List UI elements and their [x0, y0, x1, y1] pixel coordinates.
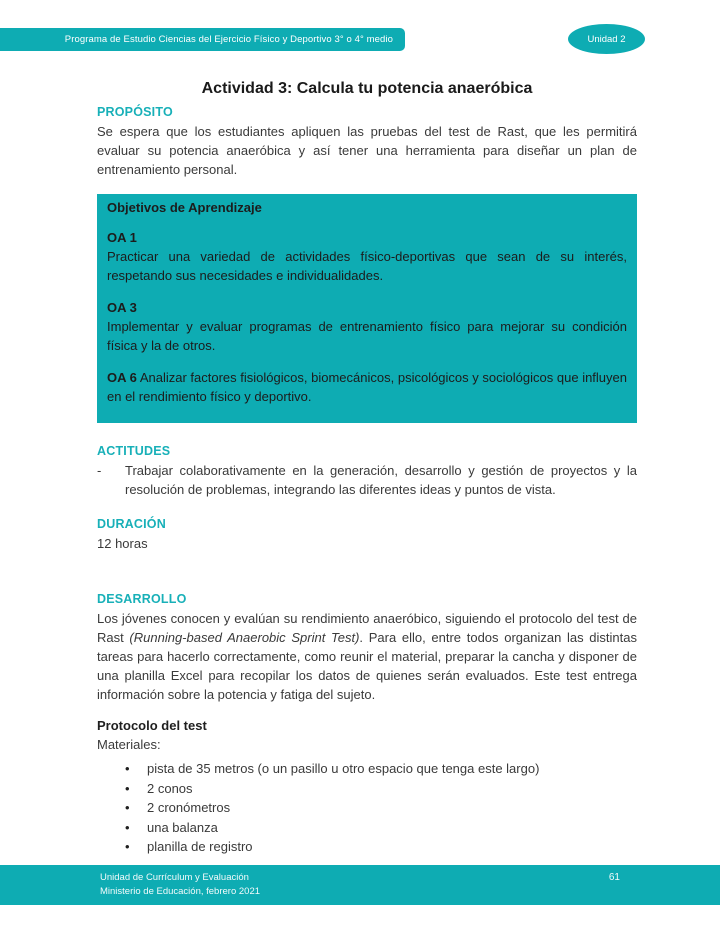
unit-badge-label: Unidad 2 [587, 33, 626, 45]
footer-credits [100, 871, 260, 899]
oa6-paragraph [107, 368, 627, 406]
oa3-label: OA 3 [107, 300, 137, 315]
section-proposito [97, 105, 637, 179]
material-item: • pista de 35 metros (o un pasillo u otro espacio que tenga este largo) [125, 759, 637, 779]
desarrollo-italic-term: (Running-based Anaerobic Sprint Test) [129, 630, 360, 645]
material-item: • 2 cronómetros [125, 798, 637, 818]
page-number: 61 [608, 872, 620, 883]
oa6-label: OA 6 [107, 370, 137, 385]
actitudes-item [97, 461, 637, 499]
desarrollo-body-start: Los jóvenes conocen y evalúan su rendimiento anaeróbico, siguiendo el protocolo del test de Rast [97, 611, 637, 645]
proposito-body: Se espera que los estudiantes apliquen las pruebas del test de Rast, que les permitirá evaluar su potencia anaeróbica y así tener una herramienta para diseñar un plan de entrenamiento personal. [97, 124, 637, 177]
actitudes-item-text: Trabajar colaborativamente en la generación, desarrollo y gestión de proyectos y la resolución de problemas, integrando las diferentes ideas y puntos de vista. [125, 463, 637, 497]
objetivos-heading: Objetivos de Aprendizaje [107, 200, 262, 215]
section-protocolo [97, 716, 637, 857]
content-column [97, 80, 637, 857]
material-item: • 2 conos [125, 779, 637, 799]
program-header-bar [0, 28, 405, 51]
oa1-label: OA 1 [107, 230, 137, 245]
actitudes-heading: ACTITUDES [97, 444, 171, 458]
oa1-text: Practicar una variedad de actividades físico-deportivas que sean de su interés, respetando sus necesidades e individualidades. [107, 249, 627, 283]
footer-bar [0, 865, 720, 905]
proposito-heading: PROPÓSITO [97, 105, 173, 119]
objetivos-box [97, 194, 637, 423]
oa3-text: Implementar y evaluar programas de entrenamiento físico para mejorar su condición física y la de otros. [107, 319, 627, 353]
materials-list [97, 759, 637, 857]
material-item: • una balanza [125, 818, 637, 838]
duracion-body: 12 horas [97, 536, 148, 551]
oa6-text: Analizar factores fisiológicos, biomecánicos, psicológicos y sociológicos que influyen en el rendimiento físico y deportivo. [107, 370, 627, 404]
dash-bullet: - [97, 463, 102, 478]
section-actitudes [97, 444, 637, 499]
activity-title: Actividad 3: Calcula tu potencia anaeróbica [201, 80, 533, 97]
footer-line2: Ministerio de Educación, febrero 2021 [100, 886, 261, 897]
footer-line1: Unidad de Currículum y Evaluación [100, 872, 249, 883]
section-duracion [97, 517, 637, 553]
materiales-label: Materiales: [97, 737, 161, 752]
section-desarrollo [97, 592, 637, 704]
duracion-heading: DURACIÓN [97, 517, 166, 531]
desarrollo-body-end: . Para ello, entre todos organizan las distintas tareas para hacerlo correctamente, como reunir el material, preparar la cancha y disponer de una planilla Excel para recopilar los datos de quienes serán evaluados. Este test entrega información sobre la potencia y fatiga del sujeto. [97, 630, 637, 702]
desarrollo-heading: DESARROLLO [97, 592, 187, 606]
program-title: Programa de Estudio Ciencias del Ejercicio Físico y Deportivo 3° o 4° medio [64, 34, 393, 45]
protocolo-heading: Protocolo del test [97, 718, 207, 733]
material-item: • planilla de registro [125, 837, 637, 857]
desarrollo-body [97, 609, 637, 704]
unit-badge [568, 24, 645, 54]
